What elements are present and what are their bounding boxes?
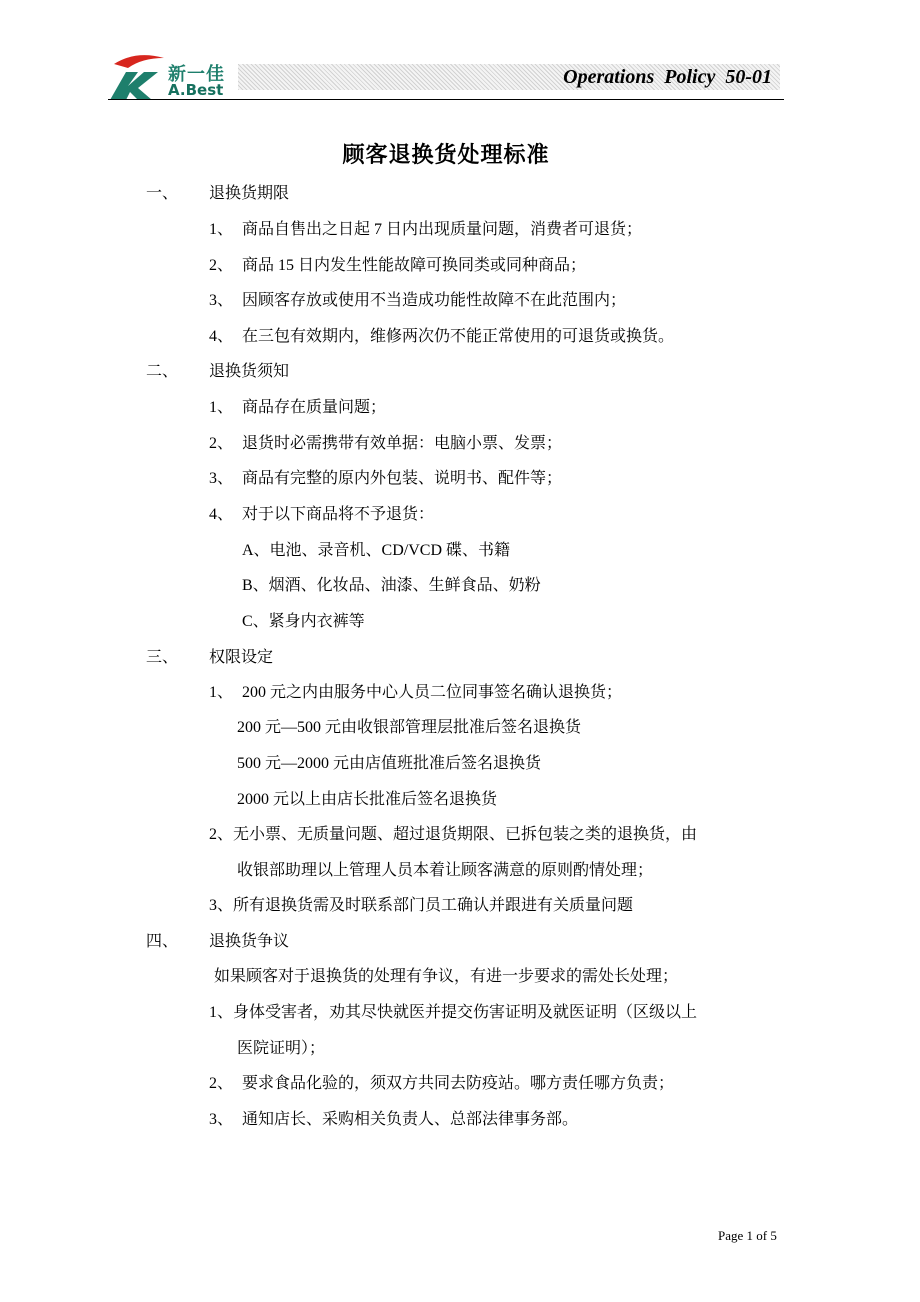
section-intro: 如果顾客对于退换货的处理有争议，有进一步要求的需处长处理； <box>214 968 679 985</box>
item-number: 2、 <box>209 257 234 274</box>
item-number: 4、 <box>209 328 234 345</box>
document-title: 顾客退换货处理标准 <box>342 143 550 168</box>
item-text: 要求食品化验的，须双方共同去防疫站。哪方责任哪方负责； <box>242 1075 675 1092</box>
item-number: 2、 <box>209 1075 234 1092</box>
item-text: 1、身体受害者，劝其尽快就医并提交伤害证明及就医证明（区级以上 <box>209 1004 698 1021</box>
item-text: 商品存在质量问题； <box>242 399 387 416</box>
sub-item: B、烟酒、化妆品、油漆、生鲜食品、奶粉 <box>242 577 541 594</box>
item-text: 商品自售出之日起 7 日内出现质量问题，消费者可退货； <box>242 221 643 238</box>
item-number: 3、 <box>209 1111 234 1128</box>
item-text: 3、所有退换货需及时联系部门员工确认并跟进有关质量问题 <box>209 897 634 914</box>
company-logo-icon <box>108 50 168 100</box>
item-number: 1、 <box>209 684 234 701</box>
page-header <box>108 46 784 102</box>
section-title: 权限设定 <box>209 649 274 666</box>
item-text: 在三包有效期内，维修两次仍不能正常使用的可退货或换货。 <box>242 328 675 345</box>
item-text: 商品有完整的原内外包装、说明书、配件等； <box>242 470 563 487</box>
item-text: 退货时必需携带有效单据：电脑小票、发票； <box>242 435 563 452</box>
item-number: 3、 <box>209 292 234 309</box>
header-rule <box>108 99 784 100</box>
item-text: 2、无小票、无质量问题、超过退货期限、已拆包装之类的退换货，由 <box>209 826 698 843</box>
item-text: 200 元之内由服务中心人员二位同事签名确认退换货； <box>242 684 623 701</box>
section-title: 退换货须知 <box>209 363 290 380</box>
approval-tier: 2000 元以上由店长批准后签名退换货 <box>237 791 498 808</box>
item-text-continued: 医院证明）； <box>237 1040 326 1057</box>
item-number: 2、 <box>209 435 234 452</box>
page-number: Page 1 of 5 <box>718 1228 777 1243</box>
item-number: 4、 <box>209 506 234 523</box>
item-number: 1、 <box>209 399 234 416</box>
brand-name-en: A.Best <box>168 81 224 99</box>
item-text: 因顾客存放或使用不当造成功能性故障不在此范围内； <box>242 292 627 309</box>
section-number: 二、 <box>146 363 179 380</box>
section-title: 退换货争议 <box>209 933 290 950</box>
item-number: 1、 <box>209 221 234 238</box>
item-text: 对于以下商品将不予退货： <box>242 506 435 523</box>
approval-tier: 500 元—2000 元由店值班批准后签名退换货 <box>237 755 542 772</box>
approval-tier: 200 元—500 元由收银部管理层批准后签名退换货 <box>237 719 582 736</box>
section-number: 三、 <box>146 649 179 666</box>
item-text: 商品 15 日内发生性能故障可换同类或同种商品； <box>242 257 587 274</box>
sub-item: A、电池、录音机、CD/VCD 碟、书籍 <box>242 542 511 559</box>
item-text: 通知店长、采购相关负责人、总部法律事务部。 <box>242 1111 579 1128</box>
policy-number: Operations Policy 50-01 <box>563 66 772 88</box>
item-text-continued: 收银部助理以上管理人员本着让顾客满意的原则酌情处理； <box>237 862 654 879</box>
brand-name-cn: 新一佳 <box>168 64 225 85</box>
sub-item: C、紧身内衣裤等 <box>242 613 365 630</box>
item-number: 3、 <box>209 470 234 487</box>
section-title: 退换货期限 <box>209 185 290 202</box>
section-number: 一、 <box>146 185 179 202</box>
section-number: 四、 <box>146 933 179 950</box>
